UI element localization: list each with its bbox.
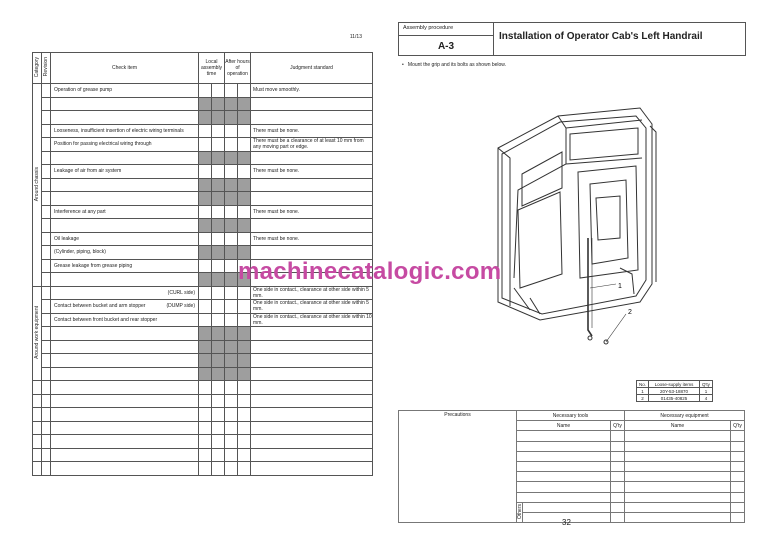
time-cell (238, 111, 251, 125)
assembly-header (398, 22, 746, 56)
revision-cell (42, 448, 51, 462)
check-item-cell (51, 97, 199, 111)
judgment-cell: There must be none. (251, 165, 373, 179)
judgment-cell: Must move smoothly. (251, 84, 373, 98)
time-cell (212, 408, 225, 422)
revision-cell (42, 340, 51, 354)
revision-cell (42, 178, 51, 192)
others-label: Others (517, 502, 523, 522)
callout-1: 1 (618, 283, 622, 290)
time-cell (199, 138, 212, 152)
time-cell (212, 327, 225, 341)
check-item-cell: (CURL side) (51, 286, 199, 300)
time-cell (212, 340, 225, 354)
revision-cell (42, 124, 51, 138)
tools-header: Necessary tools (517, 411, 625, 421)
time-cell (212, 259, 225, 273)
time-cell (212, 111, 225, 125)
procedure-title: Installation of Operator Cab's Left Handrail (499, 31, 703, 42)
check-item-cell (51, 340, 199, 354)
time-cell (199, 327, 212, 341)
after-hours-header: After hours of operation (225, 53, 251, 84)
judgment-cell (251, 246, 373, 260)
revision-cell (42, 165, 51, 179)
parts-qty: 4 (700, 395, 713, 402)
tool-name-header: Name (517, 421, 611, 431)
time-cell (225, 124, 238, 138)
check-item-cell (51, 462, 199, 476)
category-around-chassis: Around chassis (33, 84, 42, 287)
time-cell (225, 408, 238, 422)
time-cell (199, 124, 212, 138)
revision-header: Revision (42, 53, 51, 84)
time-cell (199, 435, 212, 449)
category-cell (33, 435, 42, 449)
judgment-cell (251, 435, 373, 449)
parts-no: 1 (637, 388, 649, 395)
check-item-cell: Contact between bucket and arm stopper (DUMP side) (51, 300, 199, 314)
table-row (33, 246, 373, 260)
time-cell (199, 300, 212, 314)
time-cell (199, 165, 212, 179)
time-cell (225, 219, 238, 233)
time-cell (212, 462, 225, 476)
time-cell (238, 435, 251, 449)
judgment-cell: There must be none. (251, 205, 373, 219)
check-item-cell (51, 178, 199, 192)
time-cell (199, 462, 212, 476)
parts-qty-header: Q'ty (700, 381, 713, 388)
time-cell (225, 300, 238, 314)
equip-name-header: Name (625, 421, 731, 431)
revision-cell (42, 232, 51, 246)
revision-cell (42, 259, 51, 273)
time-cell (238, 165, 251, 179)
table-row (33, 84, 373, 98)
assembly-box (399, 23, 494, 55)
time-cell (225, 367, 238, 381)
check-item-cell: (Cylinder, piping, block) (51, 246, 199, 260)
equipment-header: Necessary equipment (625, 411, 745, 421)
time-cell (212, 151, 225, 165)
tools-table (398, 410, 745, 523)
assembly-label: Assembly procedure (399, 23, 493, 36)
check-item-cell (51, 435, 199, 449)
time-cell (199, 394, 212, 408)
revision-cell (42, 84, 51, 98)
instruction: • Mount the grip and its bolts as shown below. (402, 62, 507, 68)
time-cell (199, 313, 212, 327)
check-item-cell: Interference at any part (51, 205, 199, 219)
time-cell (238, 381, 251, 395)
time-cell (225, 421, 238, 435)
time-cell (225, 381, 238, 395)
judgment-cell (251, 111, 373, 125)
time-cell (212, 313, 225, 327)
table-row (33, 165, 373, 179)
check-item-cell: Oil leakage (51, 232, 199, 246)
table-row (33, 354, 373, 368)
parts-table (636, 380, 713, 402)
time-cell (199, 219, 212, 233)
time-cell (238, 178, 251, 192)
time-cell (199, 192, 212, 206)
time-cell (212, 367, 225, 381)
time-cell (212, 84, 225, 98)
table-row (33, 435, 373, 449)
time-cell (199, 151, 212, 165)
table-row (33, 205, 373, 219)
time-cell (225, 246, 238, 260)
table-row (33, 97, 373, 111)
table-row (33, 192, 373, 206)
time-cell (225, 340, 238, 354)
revision-cell (42, 219, 51, 233)
category-cell (33, 394, 42, 408)
table-row (33, 448, 373, 462)
judgment-cell (251, 462, 373, 476)
time-cell (238, 192, 251, 206)
judgment-cell (251, 340, 373, 354)
check-item-cell: Leakage of air from air system (51, 165, 199, 179)
time-cell (199, 273, 212, 287)
equip-qty-header: Q'ty (731, 421, 745, 431)
judgment-header: Judgment standard (251, 53, 373, 84)
time-cell (212, 435, 225, 449)
time-cell (238, 286, 251, 300)
check-item-cell (51, 421, 199, 435)
time-cell (225, 327, 238, 341)
time-cell (199, 354, 212, 368)
time-cell (238, 84, 251, 98)
time-cell (199, 178, 212, 192)
time-cell (238, 205, 251, 219)
check-item-cell (51, 327, 199, 341)
precautions-header: Precautions (399, 411, 517, 523)
revision-cell (42, 462, 51, 476)
table-row (33, 421, 373, 435)
revision-cell (42, 367, 51, 381)
judgment-cell: There must be a clearance of at least 10 mm from any moving part or edge. (251, 138, 373, 152)
table-row (33, 232, 373, 246)
time-cell (212, 192, 225, 206)
revision-cell (42, 354, 51, 368)
table-row (33, 381, 373, 395)
judgment-cell (251, 327, 373, 341)
time-cell (225, 97, 238, 111)
parts-no-header: No. (637, 381, 649, 388)
category-cell (33, 421, 42, 435)
time-cell (238, 327, 251, 341)
time-cell (238, 340, 251, 354)
time-cell (212, 97, 225, 111)
callout-2: 2 (628, 309, 632, 316)
judgment-cell (251, 192, 373, 206)
tool-qty-header: Q'ty (611, 421, 625, 431)
check-item-cell (51, 151, 199, 165)
time-cell (199, 84, 212, 98)
revision-cell (42, 111, 51, 125)
check-item-cell (51, 367, 199, 381)
time-cell (212, 138, 225, 152)
time-cell (238, 246, 251, 260)
time-cell (225, 205, 238, 219)
time-cell (199, 286, 212, 300)
time-cell (212, 205, 225, 219)
time-cell (212, 421, 225, 435)
category-header: Category (33, 53, 42, 84)
time-cell (199, 408, 212, 422)
revision-cell (42, 313, 51, 327)
time-cell (238, 367, 251, 381)
time-cell (225, 435, 238, 449)
check-item-cell: Contact between front bucket and rear stopper (51, 313, 199, 327)
check-item-header: Check item (51, 53, 199, 84)
parts-no: 2 (637, 395, 649, 402)
judgment-cell (251, 381, 373, 395)
time-cell (225, 462, 238, 476)
time-cell (199, 421, 212, 435)
revision-cell (42, 286, 51, 300)
time-cell (212, 178, 225, 192)
revision-cell (42, 408, 51, 422)
table-row (33, 462, 373, 476)
time-cell (225, 354, 238, 368)
check-item-cell: Operation of grease pump (51, 84, 199, 98)
table-row (33, 394, 373, 408)
time-cell (212, 448, 225, 462)
category-cell (33, 448, 42, 462)
category-around-work-equipment: Around work equipment (33, 286, 42, 381)
category-cell (33, 462, 42, 476)
local-time-header: Local assembly time (199, 53, 225, 84)
judgment-cell (251, 448, 373, 462)
revision-cell (42, 394, 51, 408)
assembly-id: A-3 (437, 41, 455, 52)
revision-cell (42, 273, 51, 287)
parts-item-header: Loose-supply items (649, 381, 700, 388)
time-cell (212, 165, 225, 179)
time-cell (238, 448, 251, 462)
revision-cell (42, 138, 51, 152)
time-cell (225, 192, 238, 206)
watermark: machinecatalogic.com (238, 258, 502, 285)
time-cell (225, 394, 238, 408)
table-row (33, 367, 373, 381)
check-item-cell: Looseness, insufficient insertion of electric wiring terminals (51, 124, 199, 138)
judgment-cell (251, 394, 373, 408)
time-cell (199, 111, 212, 125)
check-item-cell (51, 192, 199, 206)
time-cell (199, 367, 212, 381)
check-item-cell (51, 273, 199, 287)
check-item-cell (51, 408, 199, 422)
time-cell (212, 354, 225, 368)
revision-cell (42, 151, 51, 165)
time-cell (199, 97, 212, 111)
revision-cell (42, 421, 51, 435)
revision-cell (42, 205, 51, 219)
time-cell (199, 259, 212, 273)
check-item-cell (51, 354, 199, 368)
time-cell (212, 219, 225, 233)
table-row (33, 408, 373, 422)
time-cell (212, 246, 225, 260)
time-cell (225, 165, 238, 179)
table-row (33, 327, 373, 341)
table-row (33, 219, 373, 233)
judgment-cell (251, 354, 373, 368)
time-cell (212, 381, 225, 395)
revision-cell (42, 192, 51, 206)
time-cell (238, 97, 251, 111)
time-cell (199, 340, 212, 354)
time-cell (238, 124, 251, 138)
check-item-cell (51, 111, 199, 125)
judgment-cell (251, 367, 373, 381)
time-cell (225, 178, 238, 192)
revision-cell (42, 246, 51, 260)
revision-cell (42, 381, 51, 395)
category-cell (33, 381, 42, 395)
table-row (33, 340, 373, 354)
table-row (33, 300, 373, 314)
table-row (33, 138, 373, 152)
judgment-cell (251, 421, 373, 435)
time-cell (238, 138, 251, 152)
time-cell (212, 232, 225, 246)
time-cell (225, 151, 238, 165)
time-cell (238, 394, 251, 408)
time-cell (238, 151, 251, 165)
judgment-cell (251, 219, 373, 233)
parts-item: 20Y-53-18870 (649, 388, 700, 395)
time-cell (199, 205, 212, 219)
judgment-cell: There must be none. (251, 232, 373, 246)
time-cell (238, 219, 251, 233)
revision-cell (42, 97, 51, 111)
judgment-cell: There must be none. (251, 124, 373, 138)
time-cell (225, 273, 238, 287)
time-cell (225, 138, 238, 152)
table-row (33, 151, 373, 165)
time-cell (225, 448, 238, 462)
table-row (33, 178, 373, 192)
table-row (33, 111, 373, 125)
time-cell (212, 273, 225, 287)
page-number: 32 (562, 518, 571, 527)
time-cell (225, 111, 238, 125)
time-cell (238, 421, 251, 435)
time-cell (212, 394, 225, 408)
time-cell (199, 448, 212, 462)
check-item-cell (51, 448, 199, 462)
parts-qty: 1 (700, 388, 713, 395)
time-cell (199, 232, 212, 246)
time-cell (225, 286, 238, 300)
time-cell (212, 300, 225, 314)
time-cell (238, 408, 251, 422)
category-cell (33, 408, 42, 422)
judgment-cell: One side in contact., clearance at other side within 5 mm. (251, 300, 373, 314)
judgment-cell (251, 178, 373, 192)
revision-cell (42, 327, 51, 341)
time-cell (212, 286, 225, 300)
time-cell (212, 124, 225, 138)
time-cell (225, 259, 238, 273)
judgment-cell: One side in contact., clearance at other side within 10 mm. (251, 313, 373, 327)
check-item-cell (51, 394, 199, 408)
revision-cell (42, 300, 51, 314)
time-cell (238, 462, 251, 476)
sheet-number: 11/13 (349, 34, 362, 40)
cab-drawing (470, 88, 700, 368)
check-item-cell: Position for passing electrical wiring through (51, 138, 199, 152)
time-cell (238, 232, 251, 246)
judgment-cell (251, 408, 373, 422)
parts-item: 01435-40825 (649, 395, 700, 402)
table-row (33, 313, 373, 327)
time-cell (225, 232, 238, 246)
time-cell (225, 84, 238, 98)
time-cell (238, 354, 251, 368)
check-item-cell (51, 381, 199, 395)
judgment-cell: One side in contact., clearance at other side within 5 mm. (251, 286, 373, 300)
table-row (33, 286, 373, 300)
time-cell (238, 300, 251, 314)
table-row (33, 124, 373, 138)
time-cell (225, 313, 238, 327)
time-cell (199, 381, 212, 395)
time-cell (199, 246, 212, 260)
time-cell (238, 313, 251, 327)
judgment-cell (251, 97, 373, 111)
check-item-cell (51, 219, 199, 233)
judgment-cell (251, 151, 373, 165)
check-item-cell: Grease leakage from grease piping (51, 259, 199, 273)
revision-cell (42, 435, 51, 449)
